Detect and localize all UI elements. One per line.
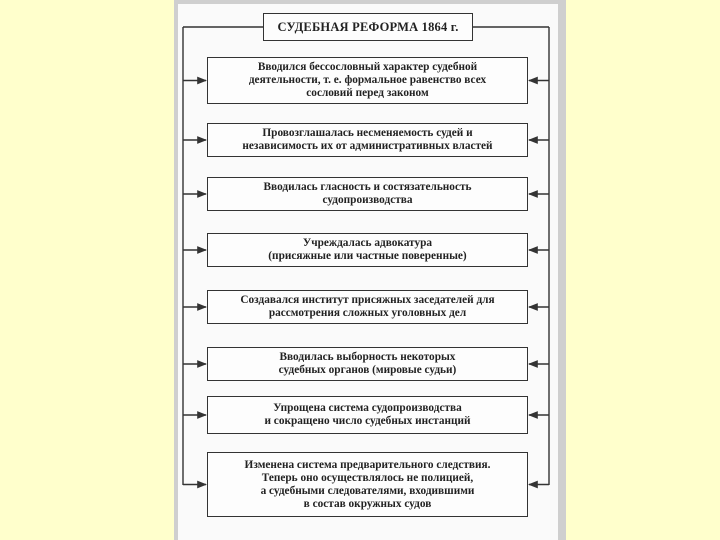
reform-item-1: Вводился бессословный характер судебной деятельности, т. е. формальное равенство всех сословий перед законом: [207, 57, 528, 104]
reform-item-8: Изменена система предварительного следствия. Теперь оно осуществлялось не полицией, а судебными следователями, входившими в состав окружных судов: [207, 452, 528, 517]
reform-item-2: Провозглашалась несменяемость судей и независимость их от административных властей: [207, 123, 528, 157]
reform-item-4: Учреждалась адвокатура (присяжные или частные поверенные): [207, 233, 528, 267]
reform-item-3: Вводилась гласность и состязательность судопроизводства: [207, 177, 528, 211]
reform-item-6: Вводилась выборность некоторых судебных органов (мировые судьи): [207, 347, 528, 381]
reform-item-7: Упрощена система судопроизводства и сокращено число судебных инстанций: [207, 396, 528, 434]
reform-item-5: Создавался институт присяжных заседателей для рассмотрения сложных уголовных дел: [207, 290, 528, 324]
diagram-title: СУДЕБНАЯ РЕФОРМА 1864 г.: [263, 13, 473, 41]
